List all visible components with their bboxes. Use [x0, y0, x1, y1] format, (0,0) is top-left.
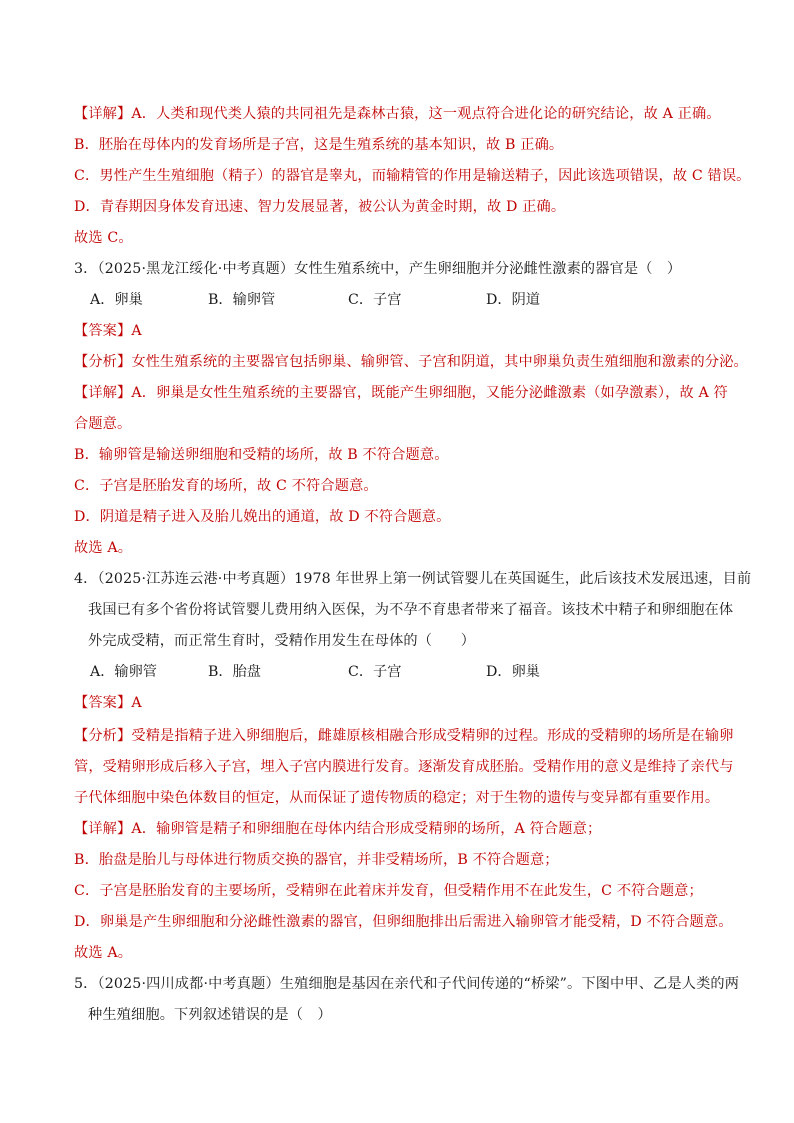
question-4-stem-2: 我国已有多个省份将试管婴儿费用纳入医保，为不孕不育患者带来了福音。该技术中精子和卵细胞在体 — [88, 602, 734, 618]
option-b: B．胎盘 — [208, 664, 261, 680]
detail-line-c: C．男性产生生殖细胞（精子）的器官是睾丸，而输精管的作用是输送精子，因此该选项错误，故 C 错误。 — [74, 168, 751, 184]
option-d: D．卵巢 — [486, 664, 540, 680]
question-4-stem-3: 外完成受精，而正常生育时，受精作用发生在母体的（ ） — [88, 633, 476, 649]
question-5-stem-2: 种生殖细胞。下列叙述错误的是（ ） — [88, 1007, 332, 1023]
question-4-detail-b: B．胎盘是胎儿与母体进行物质交换的器官，并非受精场所，B 不符合题意； — [74, 852, 559, 868]
question-3-detail-cont: 合题意。 — [74, 416, 132, 432]
option-a: A．卵巢 — [90, 292, 143, 308]
option-c: C．子宫 — [348, 664, 402, 680]
option-a: A．输卵管 — [90, 664, 157, 680]
question-3-analysis: 【分析】女性生殖系统的主要器官包括卵巢、输卵管、子宫和阴道，其中卵巢负责生殖细胞和激素的分泌。 — [74, 354, 748, 370]
detail-line-a: 【详解】A．人类和现代类人猿的共同祖先是森林古猿，这一观点符合进化论的研究结论，故 A 正确。 — [74, 106, 721, 122]
question-3-detail: 【详解】A．卵巢是女性生殖系统的主要器官，既能产生卵细胞，又能分泌雌激素（如孕激素），故 A 符 — [74, 385, 728, 401]
question-3-detail-c: C．子宫是胚胎发育的场所，故 C 不符合题意。 — [74, 478, 378, 494]
question-4-analysis-1: 【分析】受精是指精子进入卵细胞后，雌雄原核相融合形成受精卵的过程。形成的受精卵的场所是在输卵 — [74, 728, 734, 744]
question-3-conclusion: 故选 A。 — [74, 540, 133, 556]
question-4-detail-c: C．子宫是胚胎发育的主要场所，受精卵在此着床并发育，但受精作用不在此发生，C 不符合题意； — [74, 883, 703, 899]
option-c: C．子宫 — [348, 292, 402, 308]
question-4-analysis-3: 子代体细胞中染色体数目的恒定，从而保证了遗传物质的稳定；对于生物的遗传与变异都有重要作用。 — [74, 790, 720, 806]
conclusion-line: 故选 C。 — [74, 230, 133, 246]
question-4-answer: 【答案】A — [74, 695, 142, 711]
question-4-conclusion: 故选 A。 — [74, 945, 133, 961]
question-3-stem: 3．（2025·黑龙江绥化·中考真题）女性生殖系统中，产生卵细胞并分泌雌性激素的器官是（ ） — [74, 261, 682, 277]
question-5-stem-1: 5．（2025·四川成都·中考真题）生殖细胞是基因在亲代和子代间传递的“桥梁”。下图中甲、乙是人类的两 — [74, 976, 740, 992]
question-4-analysis-2: 管，受精卵形成后移入子宫，埋入子宫内膜进行发育。逐渐发育成胚胎。受精作用的意义是维持了亲代与 — [74, 759, 734, 775]
detail-line-d: D．青春期因身体发育迅速、智力发展显著，被公认为黄金时期，故 D 正确。 — [74, 199, 566, 215]
option-d: D．阴道 — [486, 292, 540, 308]
question-3-detail-b: B．输卵管是输送卵细胞和受精的场所，故 B 不符合题意。 — [74, 447, 449, 463]
option-b: B．输卵管 — [208, 292, 276, 308]
detail-line-b: B．胚胎在母体内的发育场所是子宫，这是生殖系统的基本知识，故 B 正确。 — [74, 137, 564, 153]
question-3-answer: 【答案】A — [74, 323, 142, 339]
question-4-detail: 【详解】A．输卵管是精子和卵细胞在母体内结合形成受精卵的场所，A 符合题意； — [74, 821, 602, 837]
question-4-detail-d: D．卵巢是产生卵细胞和分泌雌性激素的器官，但卵细胞排出后需进入输卵管才能受精，D 不符合题意。 — [74, 914, 733, 930]
question-4-stem-1: 4．（2025·江苏连云港·中考真题）1978 年世界上第一例试管婴儿在英国诞生，此后该技术发展迅速，目前 — [74, 571, 752, 587]
question-3-detail-d: D．阴道是精子进入及胎儿娩出的通道，故 D 不符合题意。 — [74, 509, 451, 525]
